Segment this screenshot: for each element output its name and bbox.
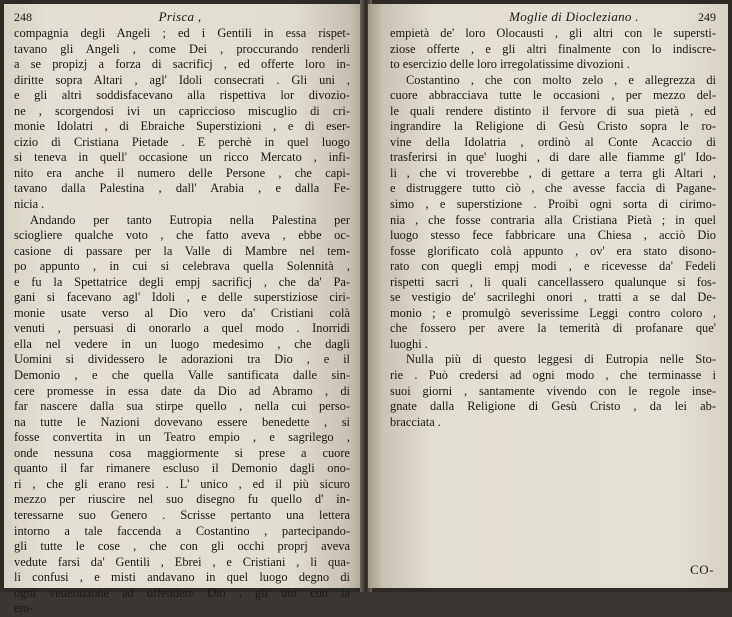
text-line: gnate dalla Religione di Gesù Cristo , da lei ab- [390, 399, 716, 414]
text-line: a se propizj a forza di sacrificj , ed offerte loro in- [14, 57, 350, 72]
text-line: nia , che fosse contraria alla Cristiana Pietà ; in quel [390, 212, 716, 227]
text-line: fosse convertita in un Teatro empio , e sagrilego , [14, 430, 350, 445]
text-line: gani si facevano agl' Idoli , e delle superstiziose ciri- [14, 290, 350, 305]
text-line: vedute farsi da' Gentili , Ebrei , e Cristiani , li qua- [14, 554, 350, 569]
text-line: se vestigio de' sacrileghi onori , tratti a se dal De- [390, 290, 716, 305]
text-line: nito era anche il numero delle Persone , che capi- [14, 165, 350, 180]
text-line: mezzo per riuscire nel suo disegno fu quello d' in- [14, 492, 350, 507]
text-line: em- [14, 601, 34, 616]
text-line: che fossero per avere la temerità di profanare que' [390, 321, 716, 336]
text-line: ziose offerte , e gli altri finalmente con lo indiscre- [390, 41, 716, 56]
left-running-head [14, 9, 350, 25]
text-line: cizio di Cristiana Pietade . E perchè in quel luogo [14, 134, 350, 149]
text-line: far nascere dalla sua stirpe quello , nella cui perso- [14, 399, 350, 414]
text-line: po appunto , in cui si celebrava quella Solennità , [14, 259, 350, 274]
text-line: casione di passare per la Valle di Mambre nel tem- [14, 243, 350, 258]
paragraph [390, 26, 716, 73]
text-line: onde nessuna cosa maggiormente si prese a cuore [14, 445, 350, 460]
left-page-number: 248 [14, 10, 32, 24]
right-page-number: 249 [697, 10, 716, 24]
text-line: monie Idolatri , di Ebraiche Superstizioni , e di eser- [14, 119, 350, 134]
text-line: vine della Idolatria , ordinò al Conte Acaccio di [390, 134, 716, 149]
text-line: sciogliere qualche voto , che fatto aveva , ebbe oc- [14, 228, 350, 243]
text-line: na tutte le Nazioni dovevano essere benedette , si [14, 414, 350, 429]
text-line: e distruggere tutto ciò , che avesse faccia di Pagane- [390, 181, 716, 196]
text-line: ne , scorgendosi ivi un capriccioso miscuglio di cri- [14, 103, 350, 118]
text-line: si teneva in quell' occasione un ricco Mercato , infi- [14, 150, 350, 165]
text-line: fosse glorificato colà appunto , ov' era stato disono- [390, 243, 716, 258]
left-page [4, 4, 364, 616]
text-line: teressarne suo Genero . Scrisse pertanto una lettera [14, 507, 350, 522]
text-line: rie . Può credersi ad ogni modo , che terminasse i [390, 368, 716, 383]
text-line: compagnia degli Angeli ; ed i Gentili in essa rispet- [14, 26, 350, 40]
text-line: luogo stesso fece fabbricare una Chiesa , acciò Dio [390, 228, 716, 243]
text-line: ogni venerazione ad offendere Dio , gli uni con la [14, 585, 350, 600]
text-line: monio ; e promulgò severissime Leggi contro coloro , [390, 305, 716, 320]
text-line: li confusi , e misti andavano in quel luogo degno di [14, 570, 350, 585]
text-line: luoghi . [390, 336, 428, 351]
text-line: le quali rendere distinto il fervore di sua pietà , ed [390, 103, 716, 118]
left-body-text [14, 26, 350, 617]
text-line: Nulla più di questo leggesi di Eutropia nelle Sto- [406, 352, 716, 367]
text-line: intorno a tale faccenda a Costantino , partecipando- [14, 523, 350, 538]
text-line: nicia . [14, 197, 45, 212]
text-line: e gli altri soddisfacevano alla rispettiva lor divozio- [14, 88, 350, 103]
right-running-head [390, 9, 716, 25]
paragraph [390, 352, 716, 430]
text-line: Demonio , e che quella Valle santificata dalle sin- [14, 368, 350, 383]
text-line: simo , e superstizione . Proibì ogni sorta di cirimo- [390, 197, 716, 212]
text-line: rato con quegli empj modi , e ricevesse da' Fedeli [390, 259, 716, 274]
catchword: CO- [690, 562, 714, 577]
text-line: ella nel vedere in un luogo medesimo , che dagli [14, 336, 350, 351]
text-line: gli tutte le cose , che con gli occhi proprj aveva [14, 539, 350, 554]
right-running-title: Moglie di Diocleziano . [509, 9, 639, 24]
paragraph [390, 73, 716, 353]
text-line: empietà de' loro Olocausti , gli altri con le supersti- [390, 26, 716, 40]
text-line: rispetti sacri , li quali cancellassero qualunque si fos- [390, 274, 716, 289]
right-page [368, 4, 728, 588]
text-line: Andando per tanto Eutropia nella Palestina per [30, 212, 350, 227]
text-line: Costantino , che con molto zelo , e allegrezza di [406, 72, 716, 87]
right-body-text [390, 26, 716, 430]
text-line: tavano gli Angeli , come Dei , proccurando renderli [14, 41, 350, 56]
text-line: venuti , persuasi di onorarlo a quel modo . Inorridì [14, 321, 350, 336]
paragraph [14, 26, 350, 213]
text-line: ingrandire la Religione di Gesù Cristo sopra le ro- [390, 119, 716, 134]
text-line: cere promesse in essa date da Dio ad Abramo , di [14, 383, 350, 398]
text-line: cuore abbracciava tutte le occasioni , per mezzo del- [390, 88, 716, 103]
left-running-title: Prisca , [158, 9, 202, 24]
text-line: diritte sopra Altari , agl' Idoli consecrati . Gli uni , [14, 72, 350, 87]
text-line: tavano dalla Palestina , dall' Arabia , e dalla Fe- [14, 181, 350, 196]
text-line: quanto il far rimanere escluso il Demonio dagli ono- [14, 461, 350, 476]
text-line: trasferirsi in que' luoghi , di dare alle fiamme gl' Ido- [390, 150, 716, 165]
text-line: to esercizio delle loro irregolatissime divozioni . [390, 57, 630, 72]
text-line: li , che vi troverebbe , di gettare a terra gli Altari , [390, 165, 716, 180]
text-line: monie usate verso al Dio vero da' Cristiani colà [14, 305, 350, 320]
text-line: ri , che gli erano resi . L' unico , ed il più sicuro [14, 476, 350, 491]
text-line: bracciata . [390, 414, 441, 429]
text-line: Uomini si dividessero le adorazioni tra Dio , e il [14, 352, 350, 367]
paragraph [14, 213, 350, 617]
text-line: suoi giorni , santamente vivendo con le regole inse- [390, 383, 716, 398]
text-line: e fu la Spettatrice degli empj sacrificj , che da' Pa- [14, 274, 350, 289]
